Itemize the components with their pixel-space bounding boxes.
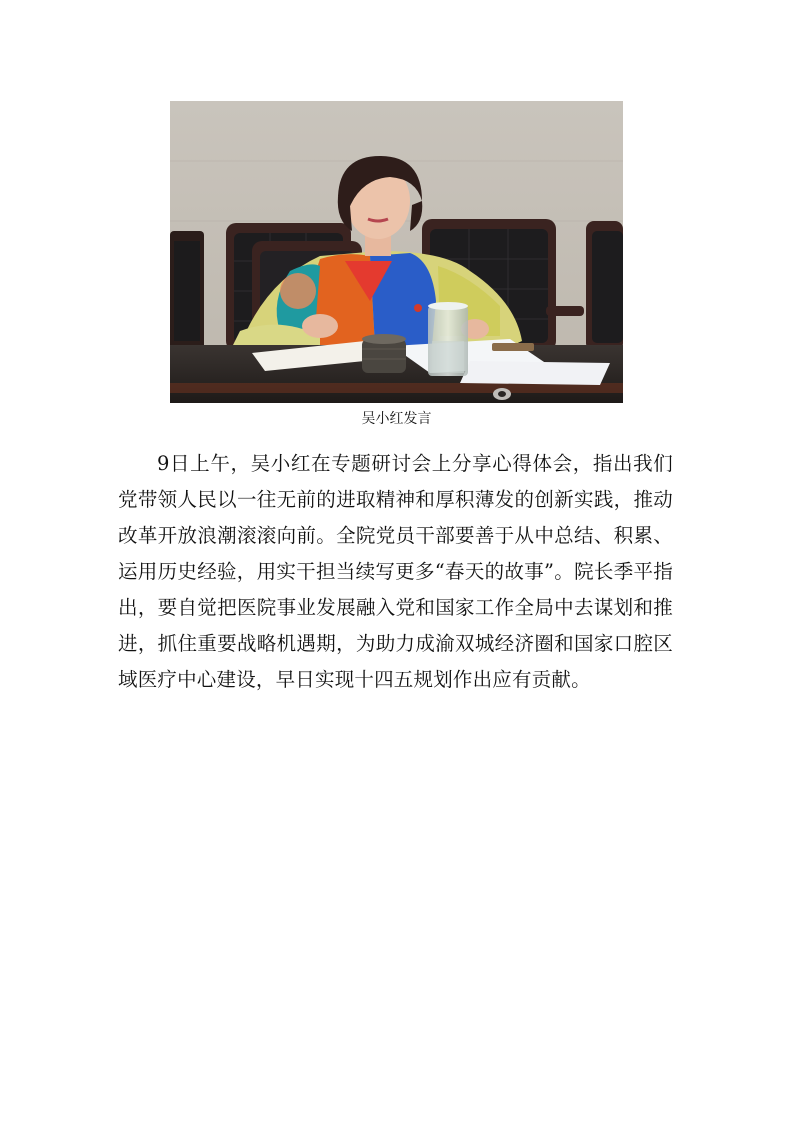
- meeting-photo: [170, 101, 623, 403]
- photo-caption: 吴小红发言: [361, 411, 432, 427]
- chair-left: [170, 231, 204, 351]
- water-glass: [428, 302, 468, 376]
- body-paragraph: 9日上午，吴小红在专题研讨会上分享心得体会，指出我们党带领人民以一往无前的进取精神和厚积薄发的创新实践，推动改革开放浪潮滚滚向前。全院党员干部要善于从中总结、积累、运用历史经验，用实干担当续写更多“春天的故事”。院长季平指出，要自觉把医院事业发展融入党和国家工作全局中去谋划和推进，抓住重要战略机遇期，为助力成渝双城经济圈和国家口腔区域医疗中心建设，早日实现十四五规划作出应有贡献。: [118, 452, 673, 691]
- chair-far-right: [586, 221, 623, 351]
- teacup: [362, 334, 406, 373]
